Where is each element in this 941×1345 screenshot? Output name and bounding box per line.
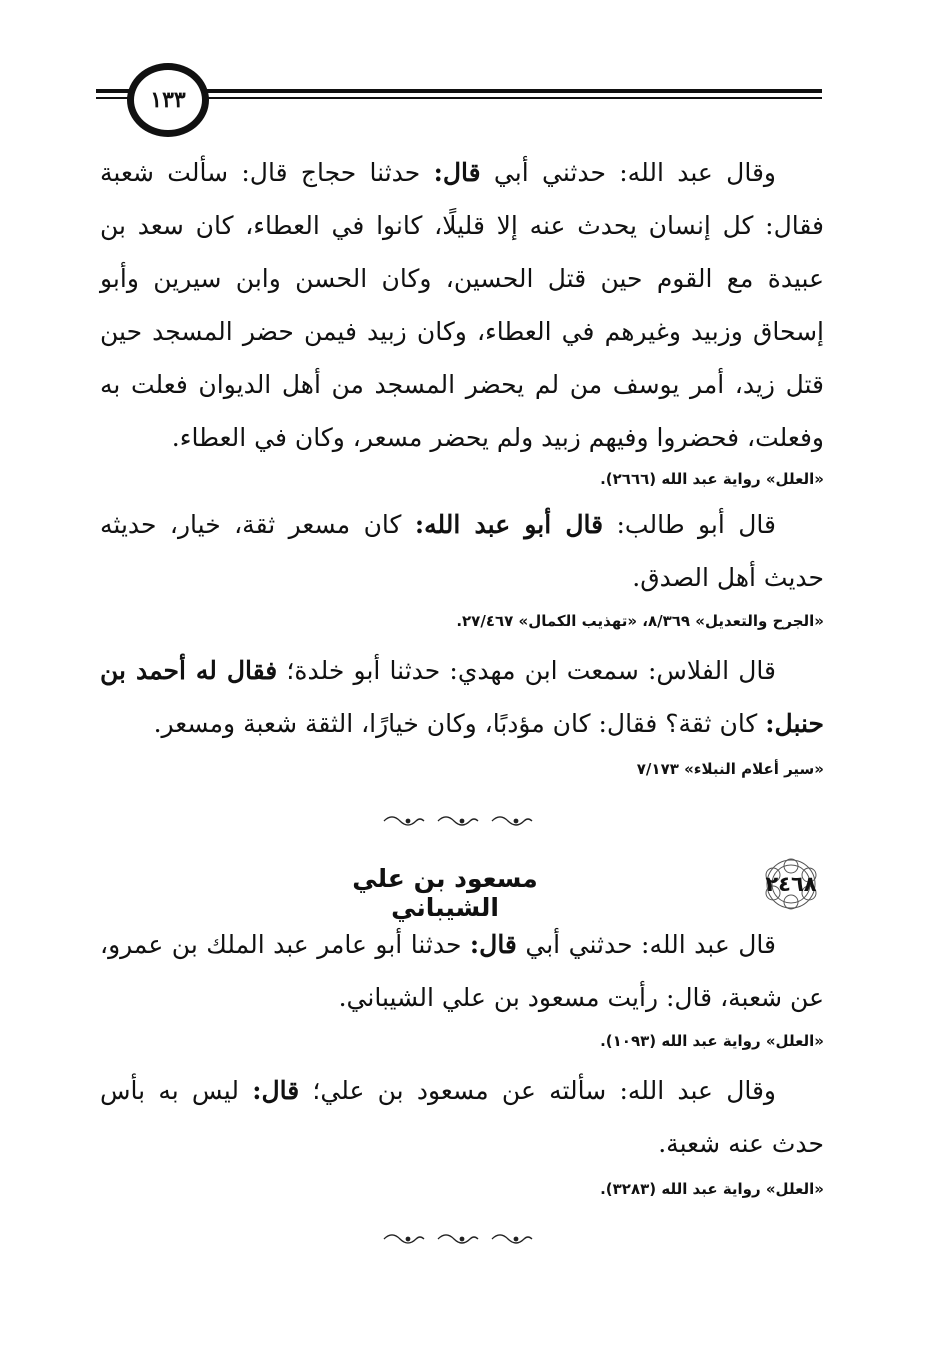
paragraph-2-rest: كان مسعر ثقة، خيار، حديثه حديث أهل الصدق. xyxy=(100,510,824,592)
reference-4: «العلل» رواية عبد الله (١٠٩٣). xyxy=(600,1032,824,1050)
paragraph-4-rest: حدثنا أبو عامر عبد الملك بن عمرو، عن شعبة، قال: رأيت مسعود بن علي الشيباني. xyxy=(100,930,824,1012)
paragraph-1 xyxy=(100,146,824,464)
reference-3: «سير أعلام النبلاء» ٧/١٧٣ xyxy=(636,760,824,778)
paragraph-4-bold: قال: xyxy=(469,930,517,959)
paragraph-5-rest: ليس به بأس حدث عنه شعبة. xyxy=(100,1076,824,1158)
paragraph-3 xyxy=(100,644,824,750)
entry-title: مسعود بن علي الشيباني xyxy=(352,864,538,922)
paragraph-3-lead: قال الفلاس: سمعت ابن مهدي: حدثنا أبو خلدة؛ xyxy=(277,656,776,685)
paragraph-4-lead: قال عبد الله: حدثني أبي xyxy=(516,930,776,959)
paragraph-2 xyxy=(100,498,824,604)
paragraph-2-lead: قال أبو طالب: xyxy=(603,510,777,539)
page-number: ١٣٣ xyxy=(127,63,209,137)
paragraph-5-lead: وقال عبد الله: سألته عن مسعود بن علي؛ xyxy=(299,1076,777,1105)
paragraph-3-rest: كان ثقة؟ فقال: كان مؤدبًا، وكان خيارًا، الثقة شعبة ومسعر. xyxy=(153,709,766,738)
entry-number: ٢٤٦٨ xyxy=(765,872,817,896)
paragraph-1-bold: قال: xyxy=(433,158,481,187)
paragraph-5-bold: قال: xyxy=(252,1076,300,1105)
reference-2: «الجرح والتعديل» ٨/٣٦٩، «تهذيب الكمال» ٢٧/٤٦٧. xyxy=(456,612,824,630)
ornament-divider xyxy=(380,814,540,828)
paragraph-4 xyxy=(100,918,824,1024)
paragraph-3-bold: فقال له أحمد بن حنبل: xyxy=(100,656,824,738)
paragraph-1-rest: حدثنا حجاج قال: سألت شعبة فقال: كل إنسان يحدث عنه إلا قليلًا، كانوا في العطاء، كان سعد بن عبيدة مع القوم حين قتل الحسين، وكان الحسن وابن سيرين وأبو إسحاق وزبيد وغيرهم في العطاء، وكان زبيد فيمن حضر المسجد حين قتل زيد، أمر يوسف من لم يحضر المسجد من أهل الديوان فعلت به وفعلت، فحضروا وفيهم زبيد ولم يحضر مسعر، وكان في العطاء. xyxy=(100,158,824,452)
reference-5: «العلل» رواية عبد الله (٣٢٨٣). xyxy=(600,1180,824,1198)
entry-number-badge xyxy=(760,858,822,910)
paragraph-2-bold: قال أبو عبد الله: xyxy=(414,510,604,539)
reference-1: «العلل» رواية عبد الله (٢٦٦٦). xyxy=(600,470,824,488)
ornament-divider-bottom xyxy=(380,1232,540,1246)
paragraph-1-lead: وقال عبد الله: حدثني أبي xyxy=(480,158,776,187)
paragraph-5 xyxy=(100,1064,824,1170)
